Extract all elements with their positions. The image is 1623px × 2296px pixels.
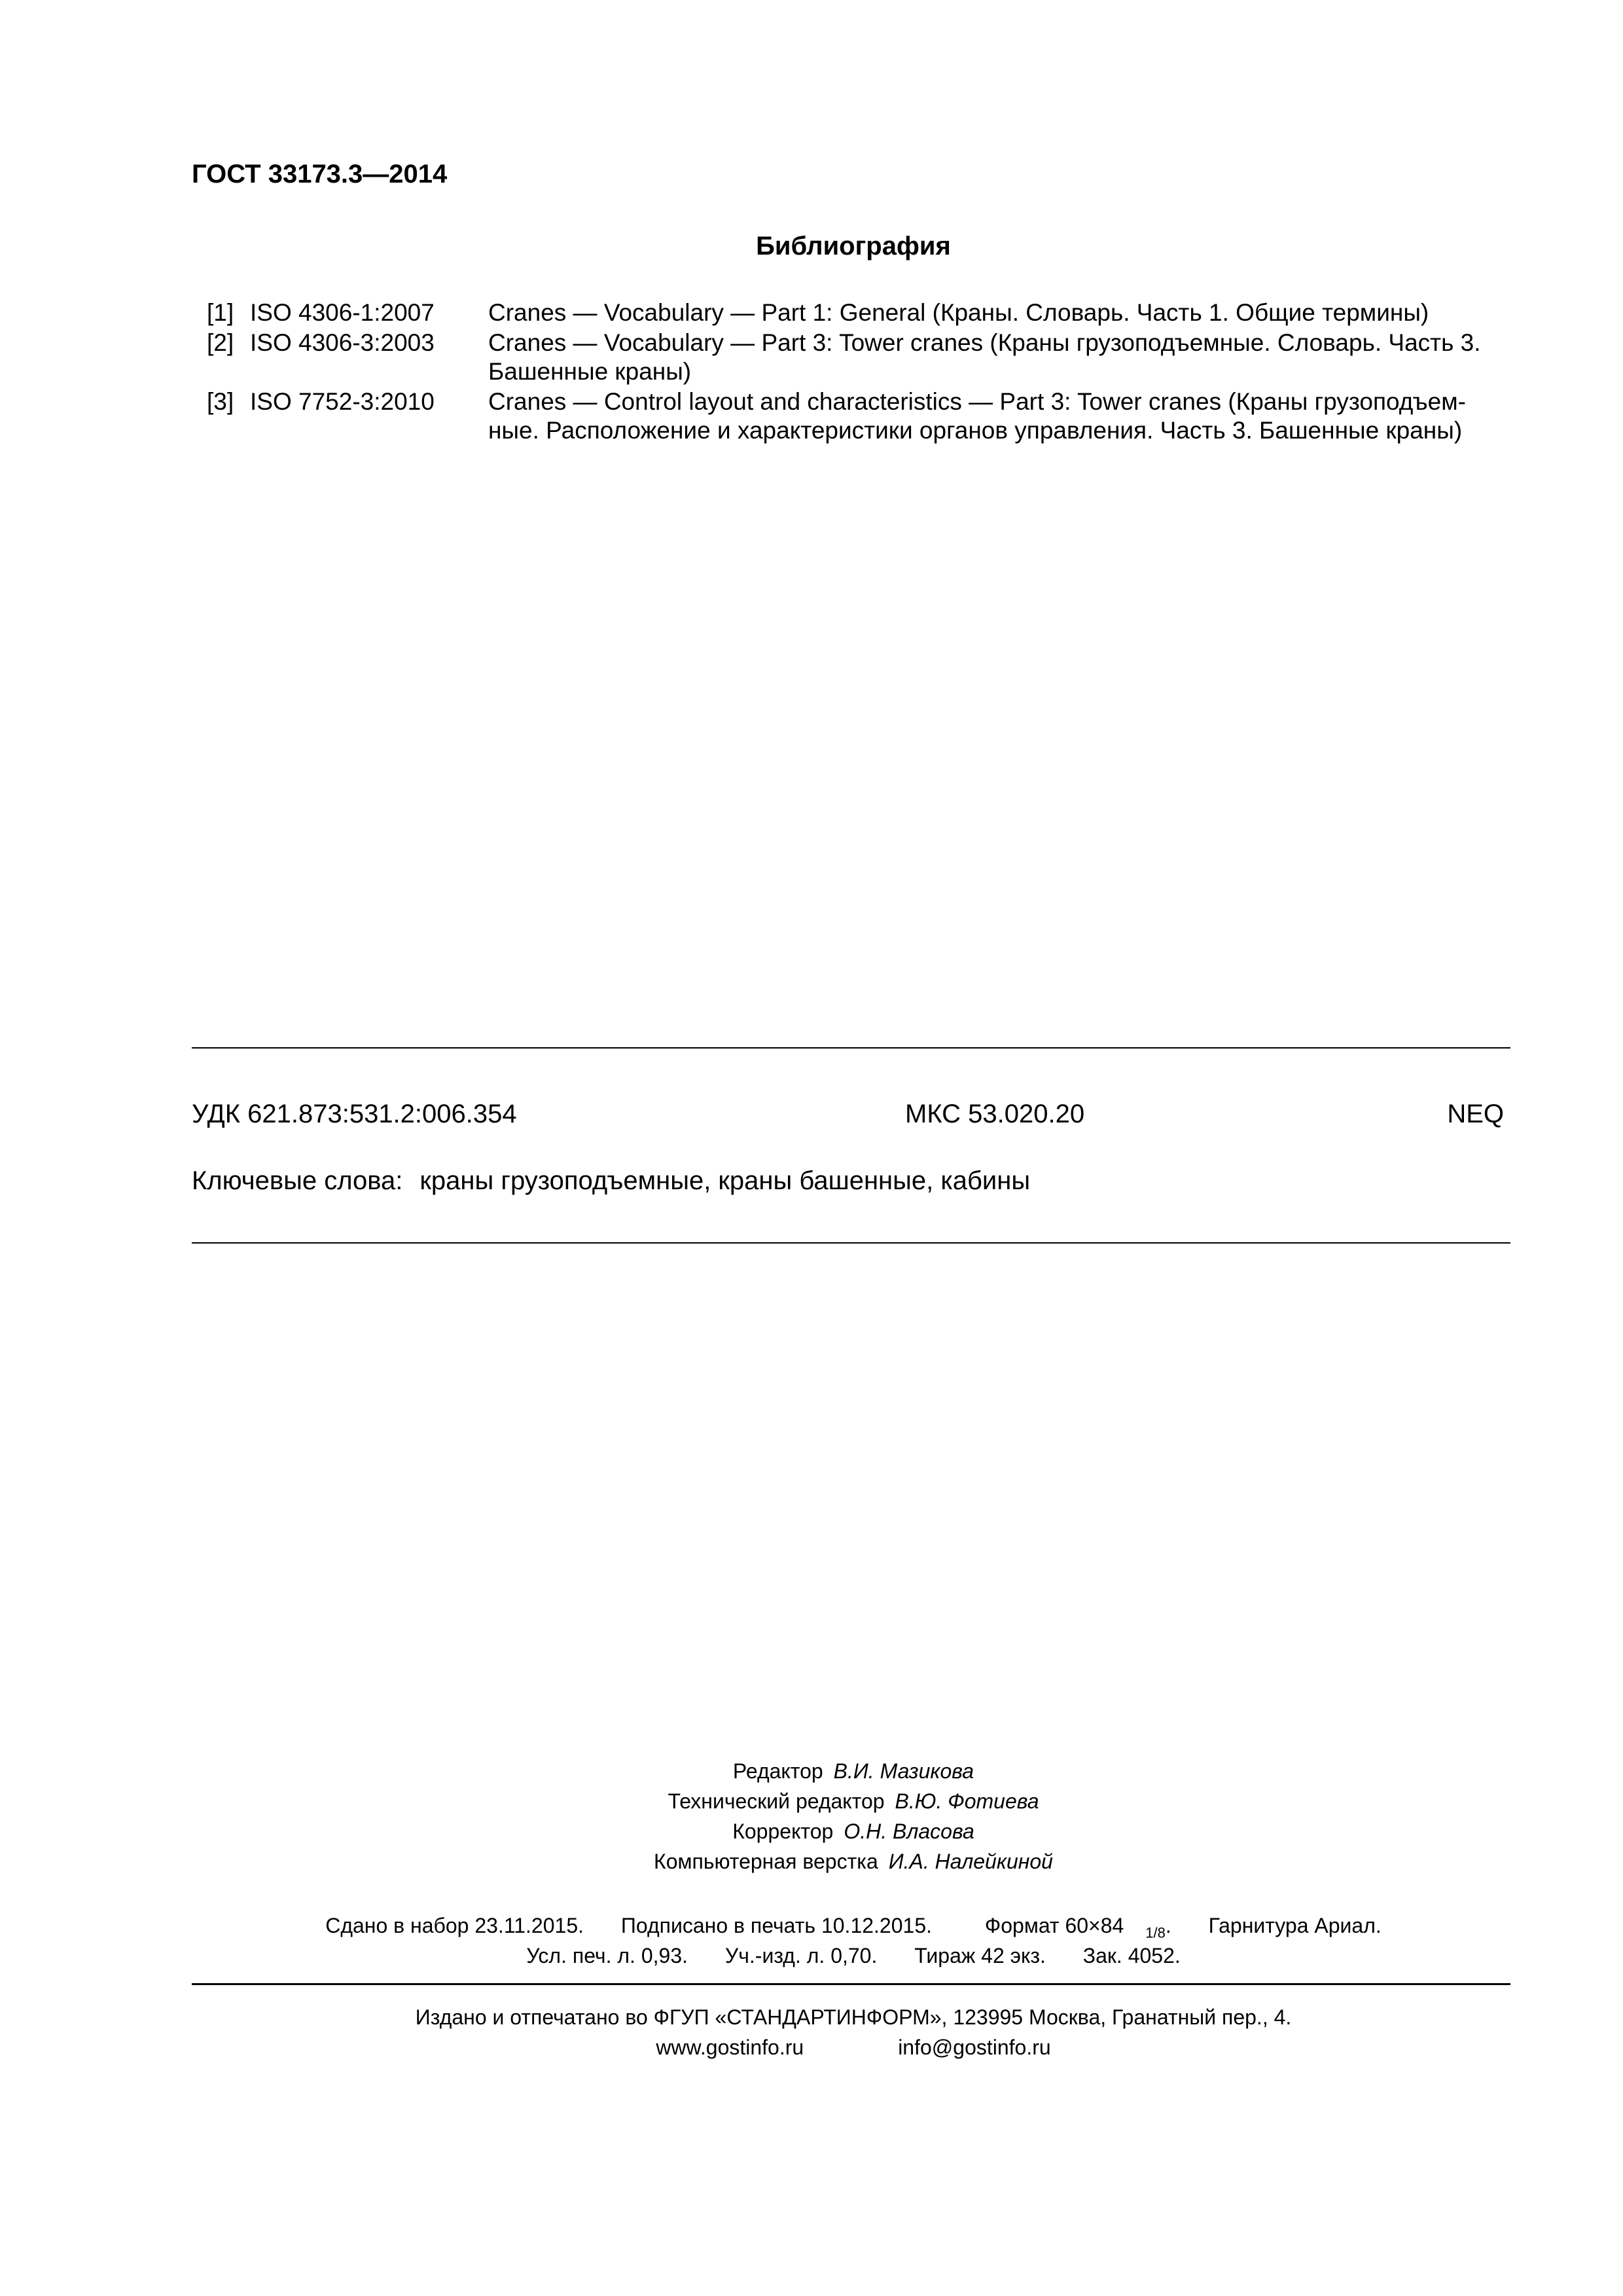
circulation: Тираж 42 экз. (914, 1944, 1046, 1967)
publisher-line: Издано и отпечатано во ФГУП «СТАНДАРТИНФОРМ», 123995 Москва, Гранатный пер., 4. (415, 2005, 1292, 2029)
ref-standard: ISO 4306-1:2007 (250, 299, 435, 326)
paper-format: Формат 60×84 $_{1/8}$. (984, 1914, 1171, 1941)
ref-number: [1] (207, 299, 234, 326)
email-link[interactable]: info@gostinfo.ru (898, 2036, 1051, 2059)
ref-number: [2] (207, 329, 234, 356)
submitted-date: Сдано в набор 23.11.2015. (325, 1914, 584, 1937)
credit-layout (0, 1850, 1623, 1874)
typeface: Гарнитура Ариал. (1208, 1914, 1382, 1937)
credit-name: В.И. Мазикова (833, 1759, 974, 1783)
format-fraction: 1/8 (1145, 1924, 1166, 1941)
divider-top (192, 1047, 1510, 1049)
print-info-line2 (0, 1944, 1623, 1968)
keywords (192, 1166, 1030, 1196)
credit-role: Редактор (732, 1759, 823, 1783)
ref-text-line2: Башенные краны) (488, 358, 692, 385)
keywords-value: краны грузоподъемные, краны башенные, кабины (419, 1166, 1031, 1195)
ref-text-line1: Cranes — Vocabulary — Part 1: General (Краны. Словарь. Часть 1. Общие термины) (488, 299, 1429, 326)
ref-number: [3] (207, 388, 234, 415)
mks-code: МКС 53.020.20 (905, 1100, 1085, 1128)
credit-tech-editor (0, 1789, 1623, 1814)
print-info-line1 (0, 1914, 1623, 1941)
document-code: ГОСТ 33173.3—2014 (192, 160, 448, 188)
divider-publisher (192, 1983, 1510, 1985)
order-number: Зак. 4052. (1082, 1944, 1181, 1967)
publisher-contacts (0, 2036, 1623, 2060)
ref-text-line1: Cranes — Control layout and characteristics — Part 3: Tower cranes (Краны грузоподъем- (488, 388, 1467, 415)
credit-editor (0, 1759, 1623, 1784)
divider-bottom (192, 1242, 1510, 1244)
credit-role: Корректор (732, 1820, 834, 1843)
ref-text (488, 387, 1535, 445)
credit-name: И.А. Налейкиной (888, 1850, 1053, 1873)
ref-standard: ISO 4306-3:2003 (250, 329, 435, 356)
ref-text (488, 329, 1535, 386)
ref-text-line2: ные. Расположение и характеристики органов управления. Часть 3. Башенные краны) (488, 417, 1463, 444)
neq-mark: NEQ (1447, 1100, 1504, 1128)
credit-name: О.Н. Власова (844, 1820, 974, 1843)
udk-code: УДК 621.873:531.2:006.354 (192, 1100, 517, 1128)
keywords-label: Ключевые слова: (192, 1166, 403, 1195)
website-link[interactable]: www.gostinfo.ru (656, 2036, 804, 2059)
printed-sheets: Усл. печ. л. 0,93. (526, 1944, 688, 1967)
ref-text-line1: Cranes — Vocabulary — Part 3: Tower cranes (Краны грузоподъемные. Словарь. Часть 3. (488, 329, 1481, 356)
edit-sheets: Уч.-изд. л. 0,70. (724, 1944, 878, 1967)
bibliography-title: Библиография (756, 232, 951, 260)
ref-text (488, 298, 1535, 327)
credit-role: Технический редактор (668, 1789, 885, 1813)
credit-name: В.Ю. Фотиева (895, 1789, 1039, 1813)
credit-role: Компьютерная верстка (654, 1850, 878, 1873)
signed-date: Подписано в печать 10.12.2015. (620, 1914, 932, 1937)
ref-standard: ISO 7752-3:2010 (250, 388, 435, 415)
credit-corrector (0, 1820, 1623, 1844)
